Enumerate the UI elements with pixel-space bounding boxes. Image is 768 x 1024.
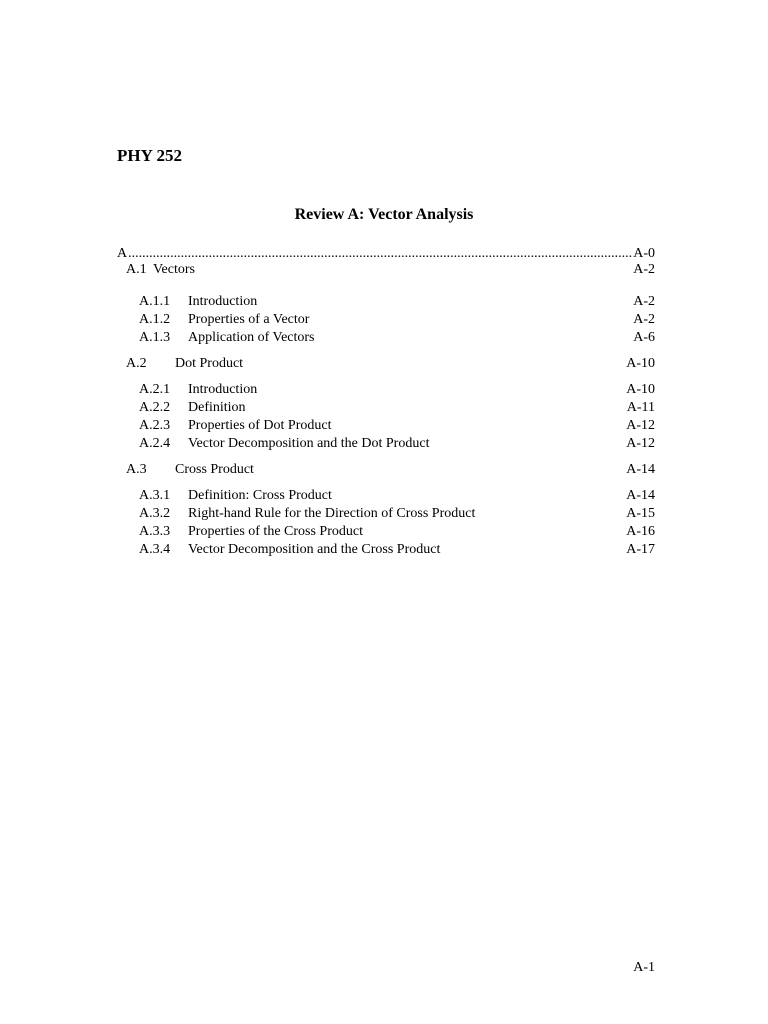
- toc-subsection-page: A-12: [626, 418, 655, 433]
- toc-subsection-page: A-10: [626, 382, 655, 397]
- toc-section-number: A.1: [126, 262, 147, 277]
- toc-section-number: A.3: [126, 462, 147, 477]
- toc-subsection-label: Definition: [188, 400, 246, 415]
- toc-section-number: A.2: [126, 356, 147, 371]
- toc-subsection-number: A.3.3: [139, 524, 171, 539]
- toc-subsection-page: A-2: [633, 294, 655, 309]
- toc-subsection-label: Introduction: [188, 382, 258, 397]
- toc-subsection-label: Right-hand Rule for the Direction of Cross Product: [188, 506, 476, 521]
- toc-subsection-label: Vector Decomposition and the Cross Product: [188, 542, 441, 557]
- toc-chapter-label: A: [117, 246, 128, 261]
- toc-subsection-page: A-12: [626, 436, 655, 451]
- footer-page-number: A-1: [633, 960, 655, 975]
- toc-subsection-number: A.2.1: [139, 382, 171, 397]
- toc-section-page: A-10: [626, 356, 655, 371]
- course-code: PHY 252: [117, 146, 183, 165]
- toc-subsection-page: A-17: [626, 542, 655, 557]
- toc-subsection-label: Introduction: [188, 294, 258, 309]
- toc-section-page: A-2: [633, 262, 655, 277]
- toc-subsection-number: A.3.4: [139, 542, 171, 557]
- toc-subsection-row[interactable]: [0, 417, 768, 435]
- toc-subsection-row[interactable]: [0, 523, 768, 541]
- document-title: Review A: Vector Analysis: [294, 206, 474, 223]
- toc-subsection-page: A-15: [626, 506, 655, 521]
- toc-subsection-label: Properties of Dot Product: [188, 418, 332, 433]
- toc-subsection-page: A-16: [626, 524, 655, 539]
- toc-subsection-row[interactable]: [0, 435, 768, 453]
- toc-subsection-page: A-11: [626, 400, 655, 415]
- toc-subsection-row[interactable]: [0, 505, 768, 523]
- toc-subsection-row[interactable]: [0, 293, 768, 311]
- toc-subsection-number: A.2.2: [139, 400, 171, 415]
- toc-subsection-number: A.2.4: [139, 436, 171, 451]
- toc-section-page: A-14: [626, 462, 655, 477]
- toc-subsection-number: A.2.3: [139, 418, 171, 433]
- toc-subsection-number: A.1.3: [139, 330, 171, 345]
- toc-section-row[interactable]: [0, 261, 768, 279]
- toc-section-row[interactable]: [0, 355, 768, 373]
- toc-subsection-row[interactable]: [0, 329, 768, 347]
- toc-subsection-number: A.1.1: [139, 294, 171, 309]
- toc-subsection-label: Properties of the Cross Product: [188, 524, 363, 539]
- toc-section-row[interactable]: [0, 461, 768, 479]
- toc-subsection-label: Vector Decomposition and the Dot Product: [188, 436, 430, 451]
- toc-subsection-label: Properties of a Vector: [188, 312, 310, 327]
- toc-subsection-row[interactable]: [0, 311, 768, 329]
- toc-chapter-page: A-0: [633, 246, 655, 261]
- toc-subsection-row[interactable]: [0, 399, 768, 417]
- toc-subsection-page: A-6: [633, 330, 655, 345]
- toc-subsection-row[interactable]: [0, 487, 768, 505]
- toc-subsection-number: A.3.2: [139, 506, 171, 521]
- toc-subsection-row[interactable]: [0, 381, 768, 399]
- toc-subsection-number: A.3.1: [139, 488, 171, 503]
- toc-subsection-number: A.1.2: [139, 312, 171, 327]
- toc-section-label: Cross Product: [175, 462, 254, 477]
- toc-subsection-label: Definition: Cross Product: [188, 488, 332, 503]
- toc-subsection-label: Application of Vectors: [188, 330, 315, 345]
- toc-section-label: Vectors: [153, 262, 195, 277]
- toc-section-label: Dot Product: [175, 356, 244, 371]
- toc-subsection-row[interactable]: [0, 541, 768, 559]
- toc-subsection-page: A-2: [633, 312, 655, 327]
- toc-subsection-page: A-14: [626, 488, 655, 503]
